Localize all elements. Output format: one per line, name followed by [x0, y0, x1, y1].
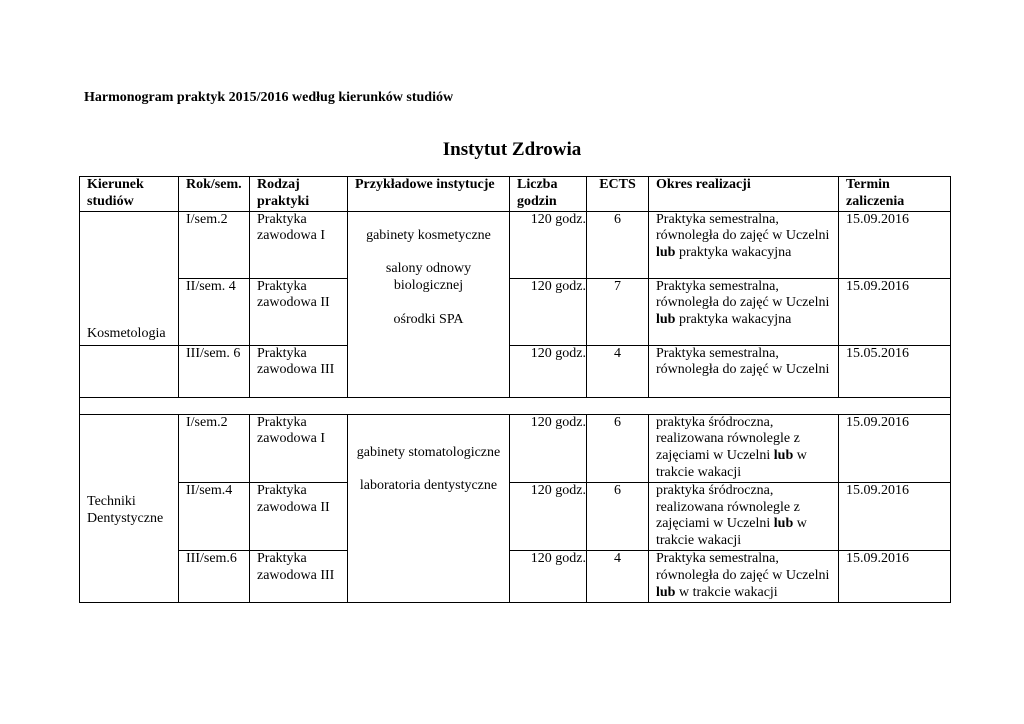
document-title: Instytut Zdrowia: [442, 139, 582, 160]
termin-cell: 15.09.2016: [839, 482, 951, 550]
rodzaj-cell: Praktyka zawodowa II: [250, 278, 348, 345]
termin-cell: 15.09.2016: [839, 550, 951, 602]
ects-cell: 6: [587, 414, 649, 482]
institution-item: gabinety kosmetyczne: [366, 227, 491, 243]
okres-cell: Praktyka semestralna, równoległa do zajęć w Uczelni lub praktyka wakacyjna: [649, 211, 839, 278]
ects-cell: 6: [587, 211, 649, 278]
institution-item: ośrodki SPA: [393, 311, 464, 327]
table-row: [80, 278, 951, 345]
ects-cell: 4: [587, 345, 649, 397]
institution-item: laboratoria dentystyczne: [359, 478, 498, 494]
termin-cell: 15.09.2016: [839, 211, 951, 278]
rok-cell: I/sem.2: [179, 211, 250, 278]
table-row: [80, 211, 951, 278]
header-ects: ECTS: [587, 177, 649, 212]
rok-cell: II/sem. 4: [179, 278, 250, 345]
godziny-cell: 120 godz.: [510, 211, 587, 278]
spacer-cell: [80, 397, 951, 414]
ects-cell: 4: [587, 550, 649, 602]
okres-cell: Praktyka semestralna, równoległa do zajęć w Uczelni: [649, 345, 839, 397]
rok-cell: III/sem.6: [179, 550, 250, 602]
kierunek-cell: Kosmetologia: [80, 211, 179, 345]
document-heading: Harmonogram praktyk 2015/2016 według kierunków studiów: [84, 90, 454, 105]
spacer-row: [80, 397, 951, 414]
header-okres: Okres realizacji: [649, 177, 839, 212]
okres-cell: praktyka śródroczna, realizowana równolegle z zajęciami w Uczelni lub w trakcie wakacji: [649, 482, 839, 550]
rok-cell: III/sem. 6: [179, 345, 250, 397]
header-godziny: Liczba godzin: [510, 177, 587, 212]
rok-cell: I/sem.2: [179, 414, 250, 482]
table-row: [80, 345, 951, 397]
kierunek-cell-empty: [80, 345, 179, 397]
header-termin: Termin zaliczenia: [839, 177, 951, 212]
header-kierunek: Kierunek studiów: [80, 177, 179, 212]
header-rok: Rok/sem.: [179, 177, 250, 212]
godziny-cell: 120 godz.: [510, 414, 587, 482]
header-instytucje: Przykładowe instytucje: [348, 177, 510, 212]
termin-cell: 15.09.2016: [839, 414, 951, 482]
ects-cell: 7: [587, 278, 649, 345]
instytucje-cell: [348, 211, 510, 397]
rodzaj-cell: Praktyka zawodowa I: [250, 414, 348, 482]
rok-cell: II/sem.4: [179, 482, 250, 550]
institution-item: gabinety stomatologiczne: [356, 444, 501, 460]
table-row: [80, 414, 951, 482]
table-row: [80, 550, 951, 602]
termin-cell: 15.09.2016: [839, 278, 951, 345]
termin-cell: 15.05.2016: [839, 345, 951, 397]
schedule-table: [79, 176, 951, 603]
institution-item: salony odnowy biologicznej: [385, 261, 472, 293]
table-header-row: [80, 177, 951, 212]
header-rodzaj: Rodzaj praktyki: [250, 177, 348, 212]
okres-cell: praktyka śródroczna, realizowana równolegle z zajęciami w Uczelni lub w trakcie wakacji: [649, 414, 839, 482]
rodzaj-cell: Praktyka zawodowa II: [250, 482, 348, 550]
okres-cell: Praktyka semestralna, równoległa do zajęć w Uczelni lub praktyka wakacyjna: [649, 278, 839, 345]
godziny-cell: 120 godz.: [510, 278, 587, 345]
godziny-cell: 120 godz.: [510, 482, 587, 550]
okres-cell: Praktyka semestralna, równoległa do zajęć w Uczelni lub w trakcie wakacji: [649, 550, 839, 602]
kierunek-cell: Techniki Dentystyczne: [80, 414, 179, 602]
table-row: [80, 482, 951, 550]
rodzaj-cell: Praktyka zawodowa I: [250, 211, 348, 278]
godziny-cell: 120 godz.: [510, 550, 587, 602]
rodzaj-cell: Praktyka zawodowa III: [250, 345, 348, 397]
instytucje-cell: [348, 414, 510, 602]
rodzaj-cell: Praktyka zawodowa III: [250, 550, 348, 602]
godziny-cell: 120 godz.: [510, 345, 587, 397]
ects-cell: 6: [587, 482, 649, 550]
